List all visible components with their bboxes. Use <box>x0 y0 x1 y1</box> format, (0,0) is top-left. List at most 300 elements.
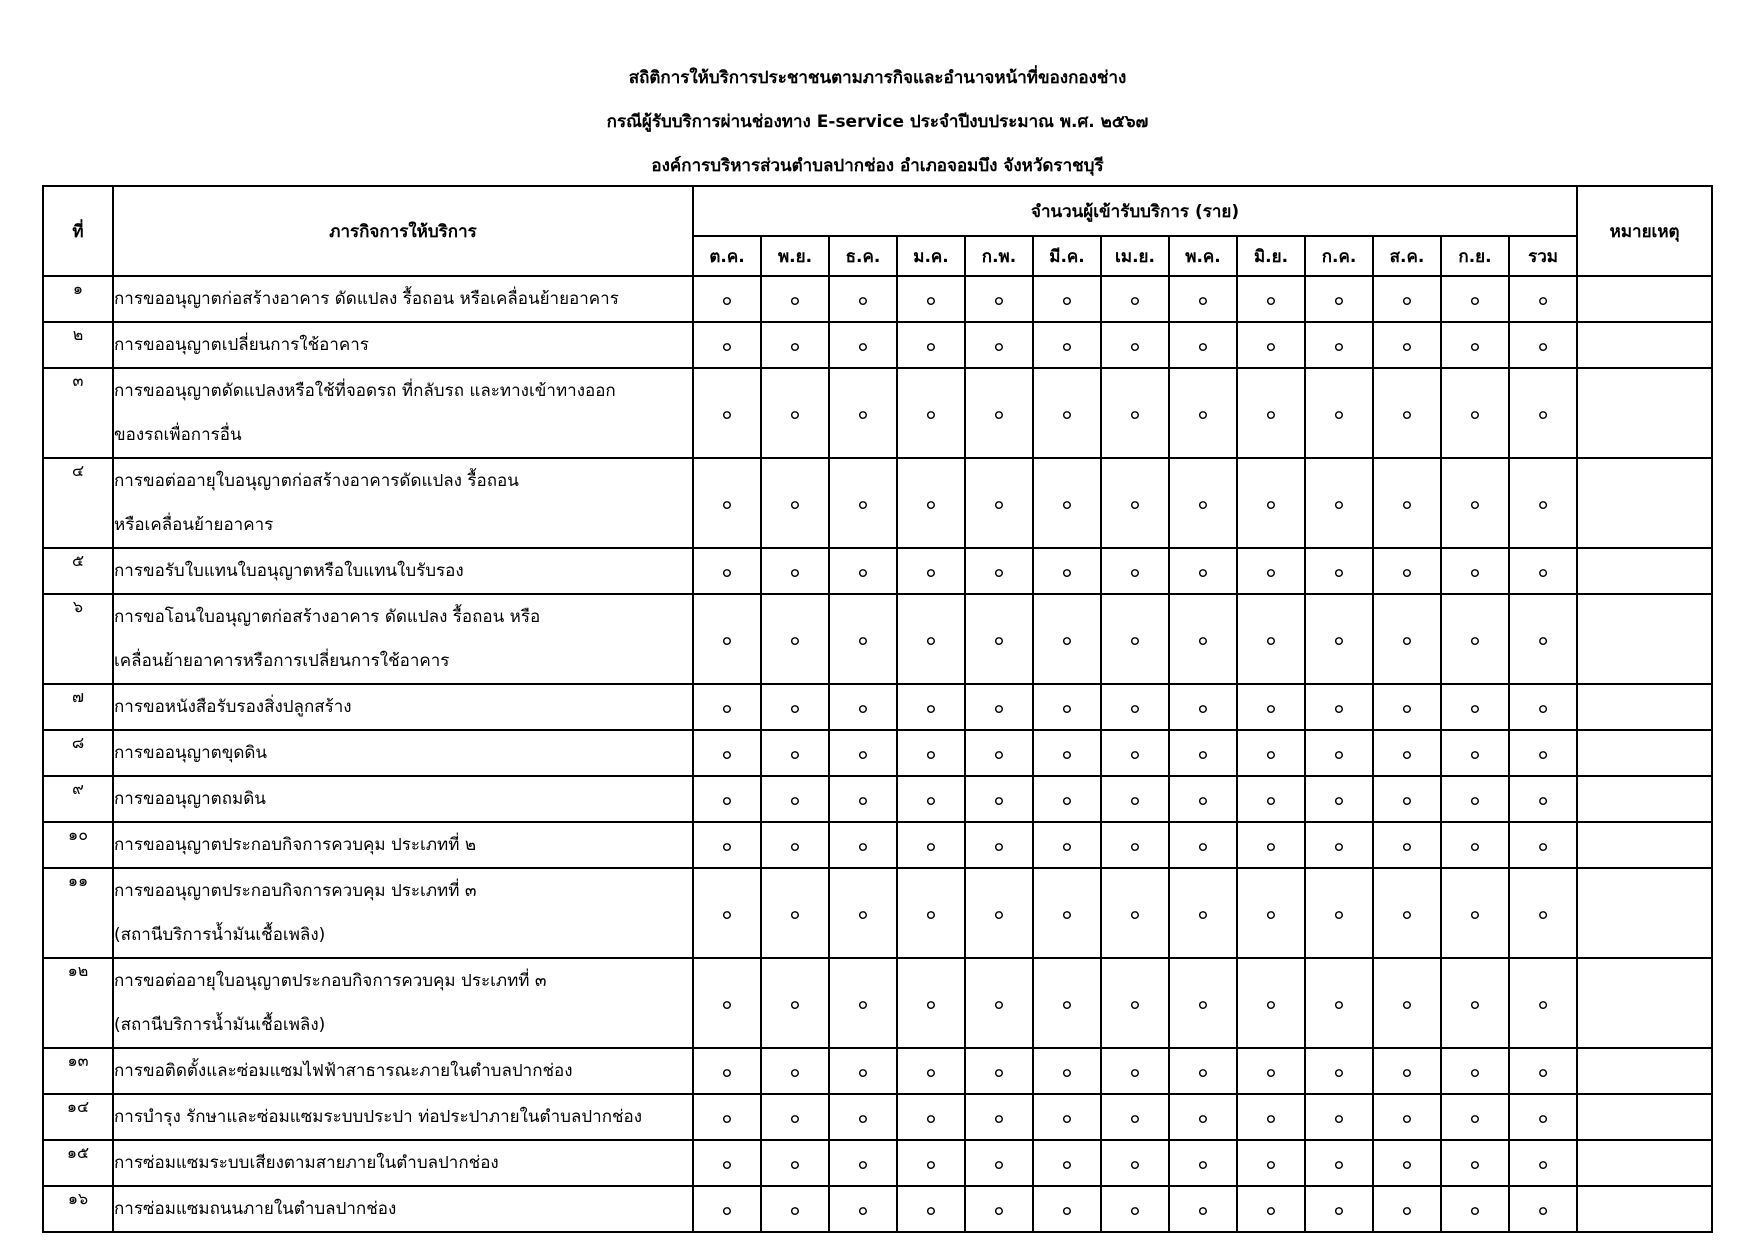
remark-cell <box>1577 322 1712 368</box>
row-number: ๖ <box>43 594 113 684</box>
row-number: ๑๓ <box>43 1048 113 1094</box>
month-value-cell: ๐ <box>1101 868 1169 958</box>
month-header: ก.ย. <box>1441 236 1509 276</box>
month-value-cell: ๐ <box>1305 1094 1373 1140</box>
month-value-cell: ๐ <box>1441 822 1509 868</box>
row-number: ๒ <box>43 322 113 368</box>
month-value-cell: ๐ <box>1237 322 1305 368</box>
table-row <box>43 368 1712 458</box>
month-value-cell: ๐ <box>1101 1186 1169 1232</box>
task-description <box>113 458 693 548</box>
month-value-cell: ๐ <box>1373 276 1441 322</box>
month-value-cell: ๐ <box>1101 276 1169 322</box>
month-value-cell: ๐ <box>1033 730 1101 776</box>
task-description <box>113 684 693 730</box>
remark-cell <box>1577 548 1712 594</box>
month-value-cell: ๐ <box>829 1140 897 1186</box>
month-value-cell: ๐ <box>1305 776 1373 822</box>
month-value-cell: ๐ <box>1033 368 1101 458</box>
month-value-cell: ๐ <box>965 776 1033 822</box>
month-value-cell: ๐ <box>1033 776 1101 822</box>
month-value-cell: ๐ <box>761 548 829 594</box>
month-value-cell: ๐ <box>1033 822 1101 868</box>
month-value-cell: ๐ <box>761 868 829 958</box>
remark-cell <box>1577 594 1712 684</box>
task-description <box>113 776 693 822</box>
month-value-cell: ๐ <box>1033 1140 1101 1186</box>
row-number: ๑๕ <box>43 1140 113 1186</box>
task-description <box>113 1140 693 1186</box>
task-line: การขออนุญาตขุดดิน <box>114 743 268 763</box>
month-value-cell: ๐ <box>1373 684 1441 730</box>
month-value-cell: ๐ <box>1305 684 1373 730</box>
row-number: ๑๖ <box>43 1186 113 1232</box>
header-no: ที่ <box>43 186 113 276</box>
month-value-cell: ๐ <box>897 594 965 684</box>
month-value-cell: ๐ <box>1169 458 1237 548</box>
month-value-cell: ๐ <box>761 1048 829 1094</box>
month-value-cell: ๐ <box>761 322 829 368</box>
month-value-cell: ๐ <box>1237 368 1305 458</box>
total-cell: ๐ <box>1509 1094 1577 1140</box>
month-value-cell: ๐ <box>761 776 829 822</box>
remark-cell <box>1577 1140 1712 1186</box>
month-value-cell: ๐ <box>761 368 829 458</box>
month-value-cell: ๐ <box>897 1186 965 1232</box>
month-value-cell: ๐ <box>1169 1048 1237 1094</box>
task-description <box>113 958 693 1048</box>
task-line: (สถานีบริการน้ำมันเชื้อเพลิง) <box>114 925 326 945</box>
month-value-cell: ๐ <box>897 458 965 548</box>
row-number: ๑๐ <box>43 822 113 868</box>
month-value-cell: ๐ <box>829 368 897 458</box>
month-value-cell: ๐ <box>965 594 1033 684</box>
month-value-cell: ๐ <box>1033 594 1101 684</box>
month-header: พ.ค. <box>1169 236 1237 276</box>
month-value-cell: ๐ <box>693 458 761 548</box>
month-value-cell: ๐ <box>1305 594 1373 684</box>
month-value-cell: ๐ <box>1101 958 1169 1048</box>
month-value-cell: ๐ <box>1441 1140 1509 1186</box>
month-value-cell: ๐ <box>1373 368 1441 458</box>
month-value-cell: ๐ <box>1169 958 1237 1048</box>
task-description <box>113 730 693 776</box>
month-value-cell: ๐ <box>1441 684 1509 730</box>
header-count: จำนวนผู้เข้ารับบริการ (ราย) <box>693 186 1577 236</box>
month-value-cell: ๐ <box>965 1048 1033 1094</box>
month-value-cell: ๐ <box>761 1140 829 1186</box>
total-cell: ๐ <box>1509 1140 1577 1186</box>
month-value-cell: ๐ <box>897 276 965 322</box>
month-value-cell: ๐ <box>897 684 965 730</box>
month-value-cell: ๐ <box>897 776 965 822</box>
month-value-cell: ๐ <box>1441 322 1509 368</box>
month-value-cell: ๐ <box>965 1094 1033 1140</box>
month-value-cell: ๐ <box>1305 1186 1373 1232</box>
total-cell: ๐ <box>1509 868 1577 958</box>
total-cell: ๐ <box>1509 322 1577 368</box>
table-row <box>43 548 1712 594</box>
month-value-cell: ๐ <box>1033 1048 1101 1094</box>
task-description <box>113 368 693 458</box>
month-value-cell: ๐ <box>1169 684 1237 730</box>
month-value-cell: ๐ <box>1033 322 1101 368</box>
month-value-cell: ๐ <box>693 958 761 1048</box>
month-value-cell: ๐ <box>1101 730 1169 776</box>
month-value-cell: ๐ <box>1169 730 1237 776</box>
month-value-cell: ๐ <box>1033 684 1101 730</box>
month-value-cell: ๐ <box>1441 958 1509 1048</box>
table-row <box>43 958 1712 1048</box>
month-header: ธ.ค. <box>829 236 897 276</box>
task-line: การขออนุญาตก่อสร้างอาคาร ดัดแปลง รื้อถอน หรือเคลื่อนย้ายอาคาร <box>114 289 619 309</box>
month-value-cell: ๐ <box>1305 730 1373 776</box>
month-value-cell: ๐ <box>761 458 829 548</box>
month-value-cell: ๐ <box>761 958 829 1048</box>
month-value-cell: ๐ <box>1373 868 1441 958</box>
month-value-cell: ๐ <box>829 458 897 548</box>
month-value-cell: ๐ <box>1169 368 1237 458</box>
header-task: ภารกิจการให้บริการ <box>113 186 693 276</box>
month-value-cell: ๐ <box>1033 276 1101 322</box>
month-value-cell: ๐ <box>1101 548 1169 594</box>
table-row <box>43 776 1712 822</box>
month-value-cell: ๐ <box>1237 822 1305 868</box>
month-value-cell: ๐ <box>693 1094 761 1140</box>
month-value-cell: ๐ <box>1373 1140 1441 1186</box>
total-cell: ๐ <box>1509 684 1577 730</box>
month-value-cell: ๐ <box>897 822 965 868</box>
task-line: การขออนุญาตดัดแปลงหรือใช้ที่จอดรถ ที่กลับรถ และทางเข้าทางออก <box>114 381 616 401</box>
table-row <box>43 1048 1712 1094</box>
month-value-cell: ๐ <box>1373 458 1441 548</box>
month-value-cell: ๐ <box>1101 1048 1169 1094</box>
month-value-cell: ๐ <box>1373 1048 1441 1094</box>
month-value-cell: ๐ <box>897 548 965 594</box>
month-value-cell: ๐ <box>1441 1094 1509 1140</box>
month-header: มี.ค. <box>1033 236 1101 276</box>
month-value-cell: ๐ <box>965 822 1033 868</box>
month-value-cell: ๐ <box>965 1186 1033 1232</box>
month-value-cell: ๐ <box>965 458 1033 548</box>
month-value-cell: ๐ <box>1033 1186 1101 1232</box>
month-value-cell: ๐ <box>829 322 897 368</box>
month-value-cell: ๐ <box>1101 776 1169 822</box>
month-value-cell: ๐ <box>761 276 829 322</box>
month-value-cell: ๐ <box>897 730 965 776</box>
month-value-cell: ๐ <box>1033 1094 1101 1140</box>
document-title: สถิติการให้บริการประชาชนตามภารกิจและอำนาจหน้าที่ของกองช่าง <box>628 68 1127 88</box>
month-value-cell: ๐ <box>761 730 829 776</box>
total-cell: ๐ <box>1509 276 1577 322</box>
total-cell: ๐ <box>1509 730 1577 776</box>
month-value-cell: ๐ <box>1441 868 1509 958</box>
month-value-cell: ๐ <box>1441 1186 1509 1232</box>
month-value-cell: ๐ <box>1033 958 1101 1048</box>
month-value-cell: ๐ <box>897 1048 965 1094</box>
month-value-cell: ๐ <box>693 1186 761 1232</box>
table-row <box>43 822 1712 868</box>
month-value-cell: ๐ <box>693 276 761 322</box>
month-value-cell: ๐ <box>1373 548 1441 594</box>
month-value-cell: ๐ <box>965 730 1033 776</box>
remark-cell <box>1577 684 1712 730</box>
month-value-cell: ๐ <box>693 776 761 822</box>
month-value-cell: ๐ <box>1305 1048 1373 1094</box>
month-value-cell: ๐ <box>1305 548 1373 594</box>
month-value-cell: ๐ <box>1237 1140 1305 1186</box>
month-value-cell: ๐ <box>965 868 1033 958</box>
task-description <box>113 276 693 322</box>
row-number: ๑๔ <box>43 1094 113 1140</box>
month-value-cell: ๐ <box>1441 594 1509 684</box>
table-header <box>43 186 1712 276</box>
month-value-cell: ๐ <box>897 868 965 958</box>
task-description <box>113 822 693 868</box>
month-value-cell: ๐ <box>1305 458 1373 548</box>
month-value-cell: ๐ <box>1305 868 1373 958</box>
month-value-cell: ๐ <box>1169 322 1237 368</box>
month-value-cell: ๐ <box>1237 958 1305 1048</box>
task-line: การขอรับใบแทนใบอนุญาตหรือใบแทนใบรับรอง <box>114 561 464 581</box>
month-value-cell: ๐ <box>965 684 1033 730</box>
task-line: ของรถเพื่อการอื่น <box>114 425 242 445</box>
month-header: เม.ย. <box>1101 236 1169 276</box>
month-value-cell: ๐ <box>693 822 761 868</box>
table-row <box>43 1140 1712 1186</box>
month-value-cell: ๐ <box>693 594 761 684</box>
remark-cell <box>1577 822 1712 868</box>
month-value-cell: ๐ <box>761 1186 829 1232</box>
task-description <box>113 1094 693 1140</box>
month-value-cell: ๐ <box>965 276 1033 322</box>
row-number: ๓ <box>43 368 113 458</box>
month-value-cell: ๐ <box>761 684 829 730</box>
row-number: ๕ <box>43 548 113 594</box>
task-line: หรือเคลื่อนย้ายอาคาร <box>114 515 274 535</box>
total-cell: ๐ <box>1509 1186 1577 1232</box>
month-value-cell: ๐ <box>761 1094 829 1140</box>
month-value-cell: ๐ <box>1373 594 1441 684</box>
total-cell: ๐ <box>1509 458 1577 548</box>
month-value-cell: ๐ <box>1169 1186 1237 1232</box>
month-value-cell: ๐ <box>1101 368 1169 458</box>
month-value-cell: ๐ <box>1373 322 1441 368</box>
month-value-cell: ๐ <box>1441 368 1509 458</box>
month-value-cell: ๐ <box>1169 594 1237 684</box>
month-header: ม.ค. <box>897 236 965 276</box>
month-value-cell: ๐ <box>1237 548 1305 594</box>
month-value-cell: ๐ <box>897 958 965 1048</box>
month-value-cell: ๐ <box>1101 822 1169 868</box>
month-header: มิ.ย. <box>1237 236 1305 276</box>
task-line: การบำรุง รักษาและซ่อมแซมระบบประปา ท่อประปาภายในตำบลปากช่อง <box>114 1107 643 1127</box>
month-value-cell: ๐ <box>1237 1048 1305 1094</box>
remark-cell <box>1577 1094 1712 1140</box>
month-value-cell: ๐ <box>1305 368 1373 458</box>
month-value-cell: ๐ <box>693 868 761 958</box>
month-value-cell: ๐ <box>1169 1094 1237 1140</box>
month-value-cell: ๐ <box>1101 684 1169 730</box>
month-value-cell: ๐ <box>1441 730 1509 776</box>
month-value-cell: ๐ <box>1033 458 1101 548</box>
task-line: การขอต่ออายุใบอนุญาตก่อสร้างอาคารดัดแปลง รื้อถอน <box>114 471 519 491</box>
task-line: การขอหนังสือรับรองสิ่งปลูกสร้าง <box>114 697 352 717</box>
remark-cell <box>1577 958 1712 1048</box>
task-line: การขอต่ออายุใบอนุญาตประกอบกิจการควบคุม ประเภทที่ ๓ <box>114 971 547 991</box>
total-cell: ๐ <box>1509 776 1577 822</box>
service-statistics-table <box>42 185 1713 1233</box>
month-value-cell: ๐ <box>761 594 829 684</box>
remark-cell <box>1577 730 1712 776</box>
row-number: ๔ <box>43 458 113 548</box>
month-value-cell: ๐ <box>693 368 761 458</box>
table-body <box>43 276 1712 1232</box>
table-row <box>43 684 1712 730</box>
month-value-cell: ๐ <box>1305 322 1373 368</box>
document-subtitle: กรณีผู้รับบริการผ่านช่องทาง E-service ประจำปีงบประมาณ พ.ศ. ๒๕๖๗ <box>606 112 1149 132</box>
task-line: การขออนุญาตเปลี่ยนการใช้อาคาร <box>114 335 369 355</box>
total-cell: ๐ <box>1509 368 1577 458</box>
total-cell: ๐ <box>1509 958 1577 1048</box>
remark-cell <box>1577 458 1712 548</box>
month-value-cell: ๐ <box>965 368 1033 458</box>
month-value-cell: ๐ <box>1373 822 1441 868</box>
month-value-cell: ๐ <box>829 1186 897 1232</box>
month-value-cell: ๐ <box>1237 276 1305 322</box>
month-value-cell: ๐ <box>1441 548 1509 594</box>
month-value-cell: ๐ <box>1101 458 1169 548</box>
header-remark: หมายเหตุ <box>1577 186 1712 276</box>
remark-cell <box>1577 1048 1712 1094</box>
task-line: การขอโอนใบอนุญาตก่อสร้างอาคาร ดัดแปลง รื้อถอน หรือ <box>114 607 541 627</box>
month-value-cell: ๐ <box>1169 548 1237 594</box>
month-value-cell: ๐ <box>1305 822 1373 868</box>
task-line: การขออนุญาตประกอบกิจการควบคุม ประเภทที่ ๓ <box>114 881 477 901</box>
month-value-cell: ๐ <box>1237 1186 1305 1232</box>
month-value-cell: ๐ <box>965 322 1033 368</box>
month-header: พ.ย. <box>761 236 829 276</box>
month-value-cell: ๐ <box>829 684 897 730</box>
task-description <box>113 1186 693 1232</box>
month-value-cell: ๐ <box>965 548 1033 594</box>
task-line: (สถานีบริการน้ำมันเชื้อเพลิง) <box>114 1015 326 1035</box>
remark-cell <box>1577 868 1712 958</box>
task-description <box>113 594 693 684</box>
month-value-cell: ๐ <box>693 322 761 368</box>
month-value-cell: ๐ <box>829 594 897 684</box>
month-value-cell: ๐ <box>693 548 761 594</box>
month-value-cell: ๐ <box>829 276 897 322</box>
table-row <box>43 594 1712 684</box>
month-value-cell: ๐ <box>1169 822 1237 868</box>
table-row <box>43 1186 1712 1232</box>
month-value-cell: ๐ <box>1237 868 1305 958</box>
month-value-cell: ๐ <box>1373 1186 1441 1232</box>
table-row <box>43 730 1712 776</box>
month-value-cell: ๐ <box>1237 776 1305 822</box>
month-value-cell: ๐ <box>1373 1094 1441 1140</box>
row-number: ๙ <box>43 776 113 822</box>
remark-cell <box>1577 776 1712 822</box>
month-value-cell: ๐ <box>1101 322 1169 368</box>
total-cell: ๐ <box>1509 548 1577 594</box>
row-number: ๗ <box>43 684 113 730</box>
row-number: ๑ <box>43 276 113 322</box>
month-value-cell: ๐ <box>829 730 897 776</box>
row-number: ๘ <box>43 730 113 776</box>
row-number: ๑๑ <box>43 868 113 958</box>
month-value-cell: ๐ <box>1305 958 1373 1048</box>
remark-cell <box>1577 1186 1712 1232</box>
month-value-cell: ๐ <box>1373 958 1441 1048</box>
month-value-cell: ๐ <box>1237 1094 1305 1140</box>
task-line: การขออนุญาตประกอบกิจการควบคุม ประเภทที่ ๒ <box>114 835 477 855</box>
month-value-cell: ๐ <box>965 1140 1033 1186</box>
table-row <box>43 322 1712 368</box>
month-value-cell: ๐ <box>897 1140 965 1186</box>
total-cell: ๐ <box>1509 822 1577 868</box>
task-line: เคลื่อนย้ายอาคารหรือการเปลี่ยนการใช้อาคาร <box>114 651 450 671</box>
month-header: ก.พ. <box>965 236 1033 276</box>
month-value-cell: ๐ <box>1441 1048 1509 1094</box>
month-value-cell: ๐ <box>829 868 897 958</box>
month-value-cell: ๐ <box>1169 868 1237 958</box>
row-number: ๑๒ <box>43 958 113 1048</box>
month-value-cell: ๐ <box>897 368 965 458</box>
month-value-cell: ๐ <box>1169 1140 1237 1186</box>
month-value-cell: ๐ <box>1101 1094 1169 1140</box>
month-value-cell: ๐ <box>693 684 761 730</box>
task-description <box>113 1048 693 1094</box>
task-description <box>113 322 693 368</box>
month-value-cell: ๐ <box>1237 458 1305 548</box>
task-line: การขออนุญาตถมดิน <box>114 789 266 809</box>
month-value-cell: ๐ <box>693 730 761 776</box>
task-line: การขอติดตั้งและซ่อมแซมไฟฟ้าสาธารณะภายในตำบลปากช่อง <box>114 1061 573 1081</box>
month-value-cell: ๐ <box>693 1140 761 1186</box>
month-value-cell: ๐ <box>1101 1140 1169 1186</box>
month-value-cell: ๐ <box>829 1094 897 1140</box>
month-value-cell: ๐ <box>897 322 965 368</box>
month-value-cell: ๐ <box>1237 730 1305 776</box>
month-value-cell: ๐ <box>1441 458 1509 548</box>
organization-name: องค์การบริหารส่วนตำบลปากช่อง อำเภอจอมบึง จังหวัดราชบุรี <box>651 156 1104 176</box>
task-description <box>113 868 693 958</box>
month-header: ส.ค. <box>1373 236 1441 276</box>
table-row <box>43 1094 1712 1140</box>
month-value-cell: ๐ <box>965 958 1033 1048</box>
month-value-cell: ๐ <box>829 822 897 868</box>
month-value-cell: ๐ <box>1373 776 1441 822</box>
total-cell: ๐ <box>1509 1048 1577 1094</box>
table-row <box>43 276 1712 322</box>
month-value-cell: ๐ <box>829 1048 897 1094</box>
month-value-cell: ๐ <box>1169 276 1237 322</box>
month-value-cell: ๐ <box>693 1048 761 1094</box>
month-header: ก.ค. <box>1305 236 1373 276</box>
task-line: การซ่อมแซมถนนภายในตำบลปากช่อง <box>114 1199 397 1219</box>
month-value-cell: ๐ <box>1373 730 1441 776</box>
task-description <box>113 548 693 594</box>
month-value-cell: ๐ <box>829 548 897 594</box>
month-value-cell: ๐ <box>1237 594 1305 684</box>
month-value-cell: ๐ <box>1305 1140 1373 1186</box>
table-row <box>43 868 1712 958</box>
month-value-cell: ๐ <box>829 776 897 822</box>
month-value-cell: ๐ <box>1169 776 1237 822</box>
month-value-cell: ๐ <box>829 958 897 1048</box>
